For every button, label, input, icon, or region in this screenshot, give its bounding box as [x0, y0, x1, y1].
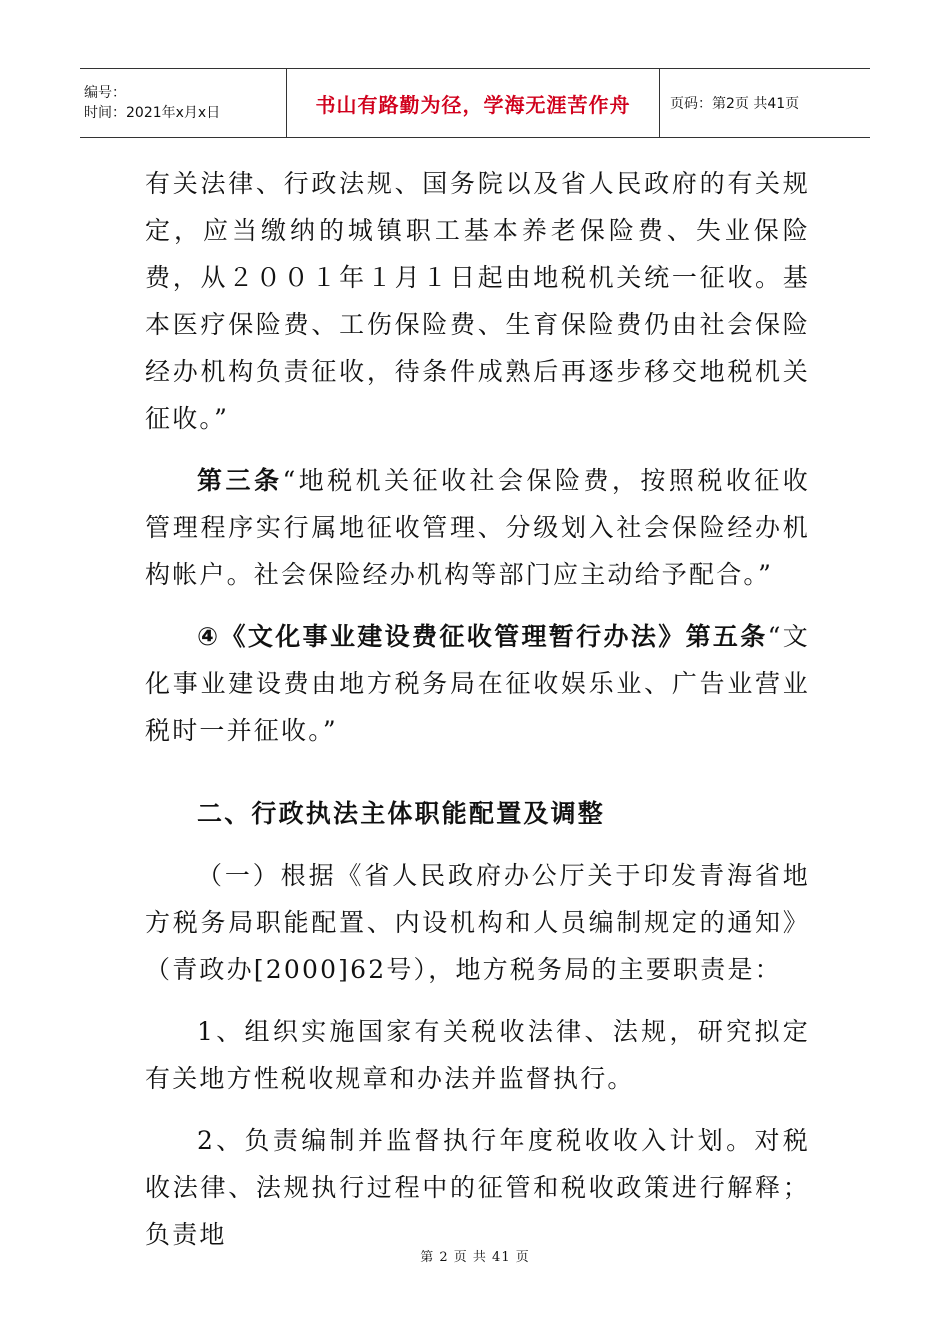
paragraph-5: 1、组织实施国家有关税收法律、法规，研究拟定有关地方性税收规章和办法并监督执行。 — [145, 1017, 810, 1093]
header-page-info: 页码：第2页 共41页 — [670, 96, 800, 112]
paragraph-culture-fee — [145, 613, 810, 754]
page-footer: 第 2 页 共 41 页 — [420, 1250, 530, 1265]
culture-fee-label: ④《文化事业建设费征收管理暂行办法》第五条 — [197, 622, 768, 651]
section-heading: 二、行政执法主体职能配置及调整 — [197, 799, 606, 828]
paragraph-4: （一）根据《省人民政府办公厅关于印发青海省地方税务局职能配置、内设机构和人员编制规定的通知》（青政办[2000]62号），地方税务局的主要职责是： — [145, 861, 810, 984]
header-motto: 书山有路勤为径，学海无涯苦作舟 — [315, 92, 631, 117]
culture-fee-text: “文化事业建设费由地方税务局在征收娱乐业、广告业营业税时一并征收。” — [145, 622, 810, 745]
header-motto-cell — [287, 69, 660, 137]
paragraph-1: 有关法律、行政法规、国务院以及省人民政府的有关规定，应当缴纳的城镇职工基本养老保险费、失业保险费，从２００１年１月１日起由地税机关统一征收。基本医疗保险费、工伤保险费、生育保险费仍由社会保险经办机构负责征收，待条件成熟后再逐步移交地税机关征收。” — [145, 169, 810, 433]
document-time-label: 时间：2021年x月x日 — [84, 105, 221, 121]
paragraph-6: 2、负责编制并监督执行年度税收收入计划。对税收法律、法规执行过程中的征管和税收政策进行解释；负责地 — [145, 1126, 810, 1249]
document-number-label: 编号： — [84, 85, 126, 101]
page-header — [80, 68, 870, 138]
article-3-text: “地税机关征收社会保险费，按照税收征收管理程序实行属地征收管理、分级划入社会保险经办机构帐户。社会保险经办机构等部门应主动给予配合。” — [145, 466, 810, 589]
article-3-label: 第三条 — [197, 466, 283, 495]
header-page-info-cell — [660, 69, 799, 137]
document-body — [145, 160, 810, 1258]
header-meta — [80, 69, 287, 137]
paragraph-article-3 — [145, 457, 810, 598]
